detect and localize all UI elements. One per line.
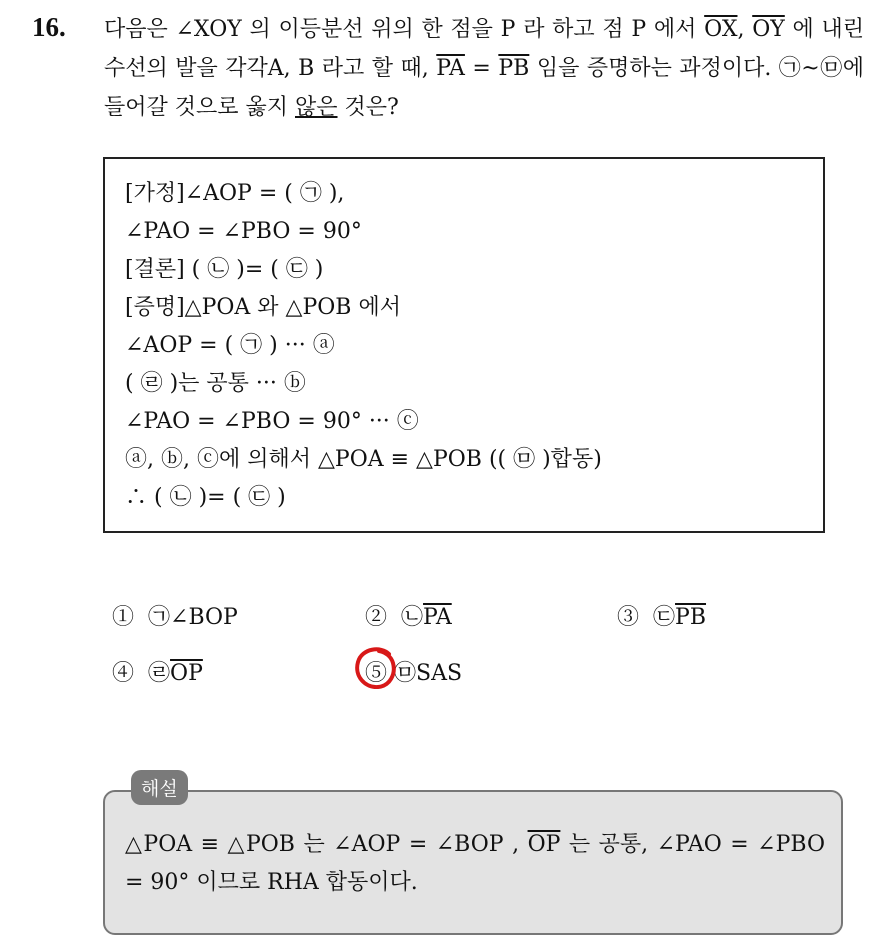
option-4[interactable] bbox=[112, 656, 203, 687]
explanation-part: 는 공통, ∠PAO = ∠PBO = 90° 이므로 RHA 합동이다. bbox=[125, 832, 826, 895]
proof-line: ∠AOP = ( ㉠ ) ··· ⓐ bbox=[125, 333, 335, 358]
option-1[interactable] bbox=[112, 600, 238, 631]
option-2[interactable] bbox=[365, 600, 452, 631]
proof-box bbox=[103, 157, 825, 533]
proof-line: ∠PAO = ∠PBO = 90° bbox=[125, 219, 362, 244]
question-number: 16. bbox=[32, 12, 66, 42]
option-number: ① bbox=[112, 605, 135, 630]
question-text-part: , bbox=[737, 17, 753, 42]
proof-line: ( ㉣ )는 공통 ··· ⓑ bbox=[125, 371, 306, 396]
option-segment: $\overline{OP}$ bbox=[170, 661, 203, 686]
underlined-word: 않은 bbox=[295, 95, 338, 120]
question-text-part: = bbox=[464, 56, 499, 81]
proof-line: [결론] ( ㉡ )= ( ㉢ ) bbox=[125, 257, 324, 282]
explanation-box bbox=[103, 790, 843, 935]
option-text: ㉤SAS bbox=[394, 661, 463, 686]
segment-op: $\overline{OP}$ bbox=[527, 832, 561, 857]
option-number: ② bbox=[365, 605, 388, 630]
proof-line: ∴ ( ㉡ )= ( ㉢ ) bbox=[125, 485, 286, 510]
segment-pb: $\overline{PB}$ bbox=[498, 56, 530, 81]
option-segment: $\overline{PA}$ bbox=[423, 605, 452, 630]
option-number: ④ bbox=[112, 661, 135, 686]
question-text bbox=[104, 10, 864, 127]
question-text-part: 다음은 ∠XOY 의 이등분선 위의 한 점을 P 라 하고 점 P 에서 bbox=[104, 17, 705, 42]
explanation-label: 해설 bbox=[131, 770, 188, 805]
proof-line: ⓐ, ⓑ, ⓒ에 의해서 △POA ≡ △POB (( ㉤ )합동) bbox=[125, 447, 602, 472]
option-text: ㉣ bbox=[148, 661, 171, 686]
option-text: ㉡ bbox=[401, 605, 424, 630]
proof-line: [가정]∠AOP = ( ㉠ ), bbox=[125, 181, 345, 206]
question-text-part: 임을 증명하는 과정이다. ㉠~㉤에 들어갈 것으로 옳지 bbox=[104, 56, 864, 120]
proof-line: [증명]△POA 와 △POB 에서 bbox=[125, 295, 401, 320]
option-text: ㉠∠BOP bbox=[148, 605, 238, 630]
option-3[interactable] bbox=[617, 600, 706, 631]
proof-line: ∠PAO = ∠PBO = 90° ··· ⓒ bbox=[125, 409, 419, 434]
segment-pa: $\overline{PA}$ bbox=[436, 56, 465, 81]
option-5[interactable] bbox=[365, 656, 462, 687]
explanation-part: △POA ≡ △POB 는 ∠AOP = ∠BOP , bbox=[125, 832, 528, 857]
option-number: ③ bbox=[617, 605, 640, 630]
explanation-text bbox=[125, 826, 825, 902]
segment-ox: $\overline{OX}$ bbox=[704, 17, 738, 42]
question-text-part: 것은? bbox=[337, 95, 399, 120]
option-text: ㉢ bbox=[653, 605, 676, 630]
proof-lines bbox=[125, 175, 602, 517]
segment-oy: $\overline{OY}$ bbox=[752, 17, 785, 42]
question-text-part: 에 내린 수선의 발을 각각A, B 라고 할 때, bbox=[104, 17, 864, 81]
option-number: ⑤ bbox=[365, 661, 388, 686]
option-segment: $\overline{PB}$ bbox=[675, 605, 707, 630]
